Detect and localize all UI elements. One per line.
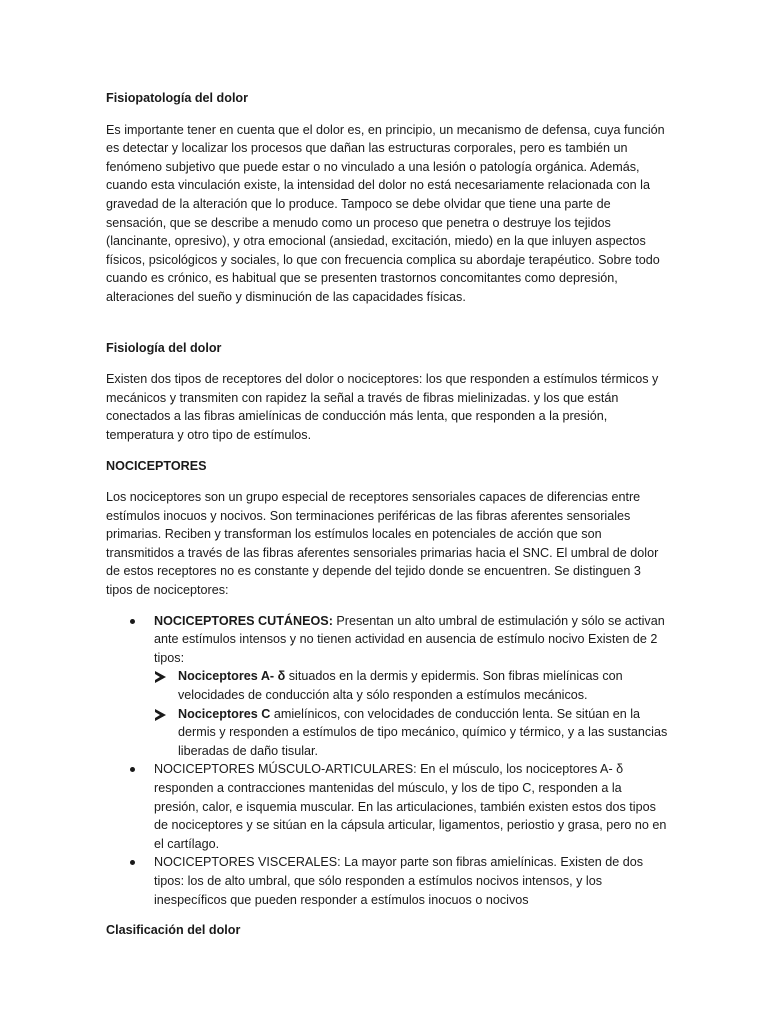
sublist-item-lead: Nociceptores C	[178, 706, 271, 721]
sublist-item-c	[178, 705, 668, 761]
list-item-text: Presentan un alto umbral de estimulación y sólo se activan ante estímulos intensos y no tienen actividad en ausencia de estímulo nocivo Existen de 2 tipos:	[154, 613, 665, 665]
bullet-icon	[130, 767, 135, 772]
bullet-icon	[130, 860, 135, 865]
list-item-cutaneos	[154, 612, 668, 761]
heading-clasificacion: Clasificación del dolor	[106, 923, 241, 938]
paragraph-fisiologia: Existen dos tipos de receptores del dolor o nociceptores: los que responden a estímulos térmicos y mecánicos y transmiten con rapidez la señal a través de fibras mielinizadas. y los que están conectados a las fibras amielínicas de conducción más lenta, que responden a la presión, temperatura y otro tipo de estímulos.	[106, 372, 659, 442]
arrow-bullet-icon	[155, 709, 166, 721]
list-item-text: NOCICEPTORES VISCERALES: La mayor parte son fibras amielínicas. Existen de dos tipos: los de alto umbral, que sólo responden a estímulos nocivos intensos, y los inespecíficos que pueden responder a estímulos inocuos o nocivos	[154, 855, 644, 907]
sublist-item-a-delta	[178, 667, 668, 704]
heading-fisiopatologia: Fisiopatología del dolor	[106, 91, 249, 105]
heading-fisiologia: Fisiología del dolor	[106, 340, 222, 355]
arrow-bullet-icon	[155, 671, 166, 683]
paragraph-nociceptores-intro: Los nociceptores son un grupo especial de receptores sensoriales capaces de diferencias entre estímulos inocuos y nocivos. Son terminaciones periféricas de las fibras aferentes sensoriales primarias. Reciben y transforman los estímulos locales en potenciales de acción que son transmitidos a través de las fibras aferentes sensoriales primarias hacia el SNC. El umbral de dolor de estos receptores no es constante y depende del tejido donde se encuentren. Se distinguen 3 tipos de nociceptores:	[106, 490, 659, 598]
bullet-icon	[130, 619, 135, 624]
cutaneos-subtypes-list	[154, 667, 668, 760]
sublist-item-text: situados en la dermis y epidermis. Son fibras mielínicas con velocidades de conducción alta y sólo responden a estímulos mecánicos.	[178, 669, 623, 703]
sublist-item-text: amielínicos, con velocidades de conducción lenta. Se sitúan en la dermis y responden a estímulos de tipo mecánico, químico y térmico, y a las sustancias liberadas de daño tisular.	[178, 706, 668, 758]
paragraph-fisiopatologia: Es importante tener en cuenta que el dolor es, en principio, un mecanismo de defensa, cuya función es detectar y localizar los procesos que dañan las estructuras corporales, pero es también un fenómeno subjetivo que puede estar o no vinculado a una lesión o patología orgánica. Además, cuando esta vinculación existe, la intensidad del dolor no está necesariamente relacionada con la gravedad de la alteración que lo produce. Tampoco se debe olvidar que tiene una parte de sensación, que se describe a menudo como un proceso que penetra o destruye los tejidos (lancinante, opresivo), y otra emocional (ansiedad, excitación, miedo) en la que inluyen aspectos físicos, psicológicos y sociales, lo que con frecuencia complica su abordaje terapéutico. Sobre todo cuando es crónico, es habitual que se presenten trastornos concomitantes como depresión, alteraciones del sueño y disminución de las capacidades físicas.	[106, 122, 665, 304]
nociceptor-types-list	[106, 612, 668, 910]
list-item-lead: NOCICEPTORES CUTÁNEOS:	[154, 613, 333, 628]
sublist-item-lead: Nociceptores A- δ	[178, 669, 286, 684]
list-item-text: NOCICEPTORES MÚSCULO-ARTICULARES: En el músculo, los nociceptores A- δ responden a contracciones mantenidas del músculo, y los de tipo C, responden a la presión, calor, e isquemia muscular. En las articulaciones, también existen estos dos tipos de nociceptores y se sitúan en la cápsula articular, ligamentos, periostio y grasa, pero no en el cartílago.	[154, 762, 667, 851]
list-item-viscerales	[154, 853, 668, 909]
list-item-musculo-articulares	[154, 760, 668, 853]
heading-nociceptores: NOCICEPTORES	[106, 458, 207, 473]
